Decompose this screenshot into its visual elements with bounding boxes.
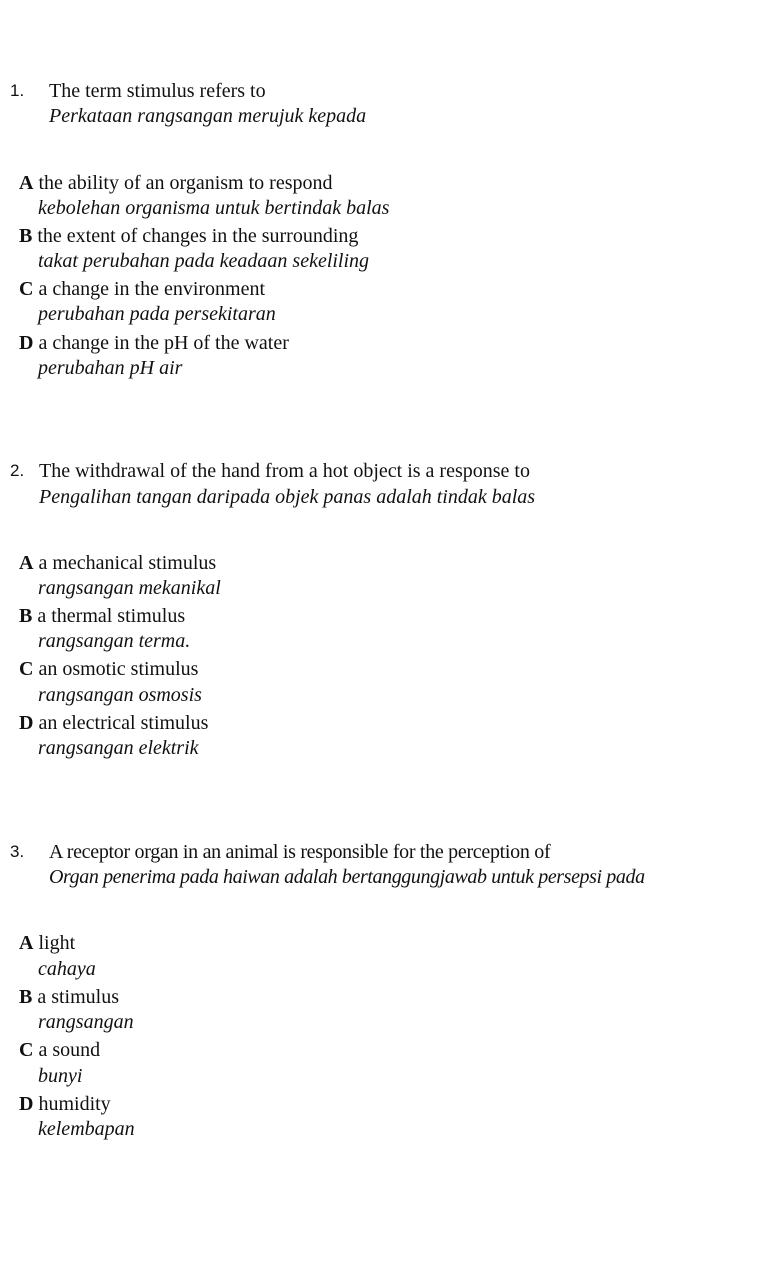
option-b[interactable] bbox=[19, 225, 358, 248]
option-text-english: a stimulus bbox=[37, 986, 120, 1008]
question-number: 3. bbox=[10, 842, 25, 861]
option-b[interactable] bbox=[19, 986, 119, 1009]
option-text-malay: kebolehan organisma untuk bertindak balas bbox=[38, 197, 390, 219]
question-stem-english: The term stimulus refers to bbox=[49, 80, 266, 102]
option-a[interactable] bbox=[19, 932, 75, 955]
question-stem-english: The withdrawal of the hand from a hot object is a response to bbox=[39, 460, 530, 482]
option-letter: D bbox=[19, 712, 34, 734]
option-text-english: a mechanical stimulus bbox=[38, 552, 217, 574]
option-text-english: humidity bbox=[38, 1093, 111, 1115]
option-c[interactable] bbox=[19, 1039, 100, 1062]
option-text-malay: cahaya bbox=[38, 958, 96, 980]
question-stem-malay: Perkataan rangsangan merujuk kepada bbox=[49, 105, 367, 127]
option-text-malay: rangsangan osmosis bbox=[38, 684, 202, 706]
option-d[interactable] bbox=[19, 712, 208, 735]
option-letter: A bbox=[19, 932, 34, 954]
option-d[interactable] bbox=[19, 332, 289, 355]
option-d[interactable] bbox=[19, 1093, 111, 1116]
option-letter: C bbox=[19, 278, 34, 300]
option-a[interactable] bbox=[19, 552, 216, 575]
option-text-malay: rangsangan mekanikal bbox=[38, 577, 221, 599]
option-text-english: a change in the environment bbox=[38, 278, 266, 300]
option-letter: B bbox=[19, 986, 33, 1008]
question-stem-malay: Pengalihan tangan daripada objek panas adalah tindak balas bbox=[39, 486, 536, 508]
question-stem-malay: Organ penerima pada haiwan adalah bertanggungjawab untuk persepsi pada bbox=[49, 866, 645, 888]
option-a[interactable] bbox=[19, 172, 332, 195]
option-text-malay: perubahan pH air bbox=[38, 357, 183, 379]
option-text-english: a thermal stimulus bbox=[37, 605, 186, 627]
option-text-english: an electrical stimulus bbox=[38, 712, 209, 734]
option-letter: A bbox=[19, 552, 34, 574]
option-letter: C bbox=[19, 658, 34, 680]
option-letter: D bbox=[19, 1093, 34, 1115]
option-text-english: a change in the pH of the water bbox=[38, 332, 289, 354]
option-letter: A bbox=[19, 172, 34, 194]
option-text-malay: rangsangan elektrik bbox=[38, 737, 199, 759]
question-number: 2. bbox=[10, 461, 25, 480]
option-letter: B bbox=[19, 225, 33, 247]
option-b[interactable] bbox=[19, 605, 185, 628]
option-text-malay: bunyi bbox=[38, 1065, 83, 1087]
option-text-malay: kelembapan bbox=[38, 1118, 135, 1140]
question-stem-english: A receptor organ in an animal is responsible for the perception of bbox=[49, 841, 551, 863]
option-letter: D bbox=[19, 332, 34, 354]
option-letter: C bbox=[19, 1039, 34, 1061]
option-c[interactable] bbox=[19, 658, 198, 681]
question-number: 1. bbox=[10, 81, 25, 100]
option-c[interactable] bbox=[19, 278, 265, 301]
option-text-malay: takat perubahan pada keadaan sekeliling bbox=[38, 250, 370, 272]
option-text-english: the extent of changes in the surrounding bbox=[37, 225, 359, 247]
option-text-malay: rangsangan bbox=[38, 1011, 134, 1033]
option-text-english: light bbox=[38, 932, 76, 954]
option-letter: B bbox=[19, 605, 33, 627]
option-text-malay: rangsangan terma. bbox=[38, 630, 191, 652]
option-text-malay: perubahan pada persekitaran bbox=[38, 303, 276, 325]
option-text-english: a sound bbox=[38, 1039, 101, 1061]
option-text-english: the ability of an organism to respond bbox=[38, 172, 333, 194]
option-text-english: an osmotic stimulus bbox=[38, 658, 199, 680]
